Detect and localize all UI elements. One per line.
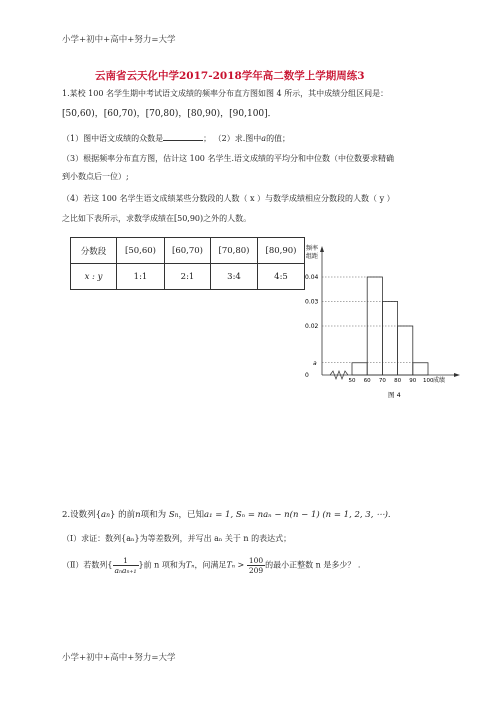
table-col-2: [60,70) bbox=[165, 238, 211, 264]
q2-p2b: }前 n 项和为 bbox=[138, 560, 186, 570]
table-col-4: [80,90) bbox=[258, 238, 305, 264]
chart-ylabel-2: 组距 bbox=[306, 253, 319, 260]
answer-blank bbox=[163, 140, 203, 141]
q2-p2a: （Ⅱ）若数列{ bbox=[62, 560, 113, 570]
page-footer: 小学+初中+高中+努力=大学 bbox=[62, 653, 176, 663]
q2-p2c: Tₙ bbox=[185, 560, 195, 570]
x-axis-arrow bbox=[454, 373, 460, 377]
q2-l1h: a₁ = 1, Sₙ = naₙ − n(n − 1) (n = 1, 2, 3, ⋯). bbox=[204, 510, 391, 520]
q2-l1c: } 的前 bbox=[109, 510, 136, 520]
table-ratio-label: x : y bbox=[71, 264, 117, 290]
q2-part1: （Ⅰ）求证：数列{aₙ}为等差数列，并写出 aₙ 关于 n 的表达式； bbox=[62, 534, 292, 543]
y-tick-label: 0.04 bbox=[305, 274, 319, 281]
q1-part1 bbox=[62, 133, 290, 144]
q1-part3-line2: 到小数点后一位）; bbox=[62, 172, 129, 181]
table-ratio-1: 1:1 bbox=[117, 264, 165, 290]
q1-intervals: [50,60)，[60,70)，[70,80)，[80,90)，[90,100]． bbox=[62, 109, 277, 119]
q1-p1b: ； （2）求.图中 bbox=[203, 134, 262, 143]
q2-l1a: 2.设数列{ bbox=[62, 510, 102, 520]
q2-part2 bbox=[62, 556, 360, 575]
histogram-bar bbox=[398, 326, 413, 375]
q1-part3-line1: （3）根据频率分布直方图，估计这 100 名学生.语文成绩的平均分和中位数（中位数要求精确 bbox=[62, 154, 394, 163]
page-header: 小学+初中+高中+努力=大学 bbox=[62, 35, 176, 45]
x-tick-label: 60 bbox=[363, 378, 371, 384]
q2-l1b: a bbox=[101, 510, 107, 520]
table-ratio-2: 2:1 bbox=[165, 264, 211, 290]
q2-p2e: Tₙ > bbox=[226, 560, 245, 570]
y-tick-label: 0.02 bbox=[305, 323, 319, 330]
histogram-bar bbox=[382, 302, 397, 376]
x-tick-label: 90 bbox=[409, 378, 417, 384]
q1-p1d: 的值； bbox=[266, 134, 291, 143]
q2-frac-den: aₙaₙ₊₁ bbox=[114, 566, 137, 575]
q1-line1: 1.某校 100 名学生期中考试语文成绩的频率分布直方图如图 4 所示，其中成绩分组区间是： bbox=[62, 89, 389, 98]
y-tick-label: 0.03 bbox=[305, 298, 319, 306]
x-tick-label: 100 bbox=[423, 378, 434, 384]
q2-p2f: 的最小正整数 n 是多少？ . bbox=[265, 560, 361, 570]
x-tick-label: 80 bbox=[394, 378, 402, 384]
table-row bbox=[71, 238, 305, 264]
q1-p1a: （1）图中语文成绩的众数是 bbox=[62, 134, 164, 143]
q1-part4-line2: 之比如下表所示，求数学成绩在[50,90)之外的人数。 bbox=[62, 214, 252, 223]
q1-p1c: a bbox=[261, 134, 267, 143]
table-header-label: 分数段 bbox=[71, 238, 117, 264]
table-ratio-3: 3:4 bbox=[211, 264, 258, 290]
table-row bbox=[71, 264, 305, 290]
q2-frac-num: 1 bbox=[113, 556, 139, 566]
q2-l1e: 项和为 bbox=[140, 510, 167, 520]
q2-l1g: ，已知 bbox=[178, 510, 205, 520]
table-col-1: [50,60) bbox=[117, 238, 165, 264]
chart-xlabel: 成绩 bbox=[433, 377, 446, 384]
chart-caption: 图 4 bbox=[388, 391, 401, 399]
x-tick-label: 70 bbox=[378, 378, 386, 384]
y-axis-arrow bbox=[320, 246, 324, 252]
q2-l1d: n bbox=[135, 510, 141, 520]
histogram-bar bbox=[352, 363, 367, 375]
ratio-table bbox=[70, 237, 305, 290]
document-title: 云南省云天化中学2017-2018学年高二数学上学期周练3 bbox=[95, 70, 365, 82]
table-ratio-4: 4:5 bbox=[258, 264, 305, 290]
histogram-bar bbox=[413, 363, 428, 375]
q2-l1f: S bbox=[168, 510, 175, 520]
q2-frac2-num: 100 bbox=[248, 556, 264, 565]
y-tick-label: a bbox=[313, 359, 317, 367]
table-col-3: [70,80) bbox=[211, 238, 258, 264]
q2-p2d: ，问满足 bbox=[194, 560, 227, 570]
q1-part4-line1: （4）若这 100 名学生语文成绩某些分数段的人数（ x ）与数学成绩相应分数段的人数（ y ） bbox=[62, 194, 395, 203]
q2-frac2-den: 209 bbox=[248, 566, 264, 575]
chart-ylabel-1: 频率 bbox=[306, 245, 319, 252]
x-tick-label: 50 bbox=[348, 378, 356, 384]
y-tick-label: 0 bbox=[305, 372, 309, 379]
q2-line1: 2.设数列{an} 的前n项和为 Sn，已知a₁ = 1, Sₙ = naₙ − n(n − 1) (n = 1, 2, 3, ⋯). bbox=[62, 510, 391, 520]
histogram-chart bbox=[300, 240, 460, 405]
